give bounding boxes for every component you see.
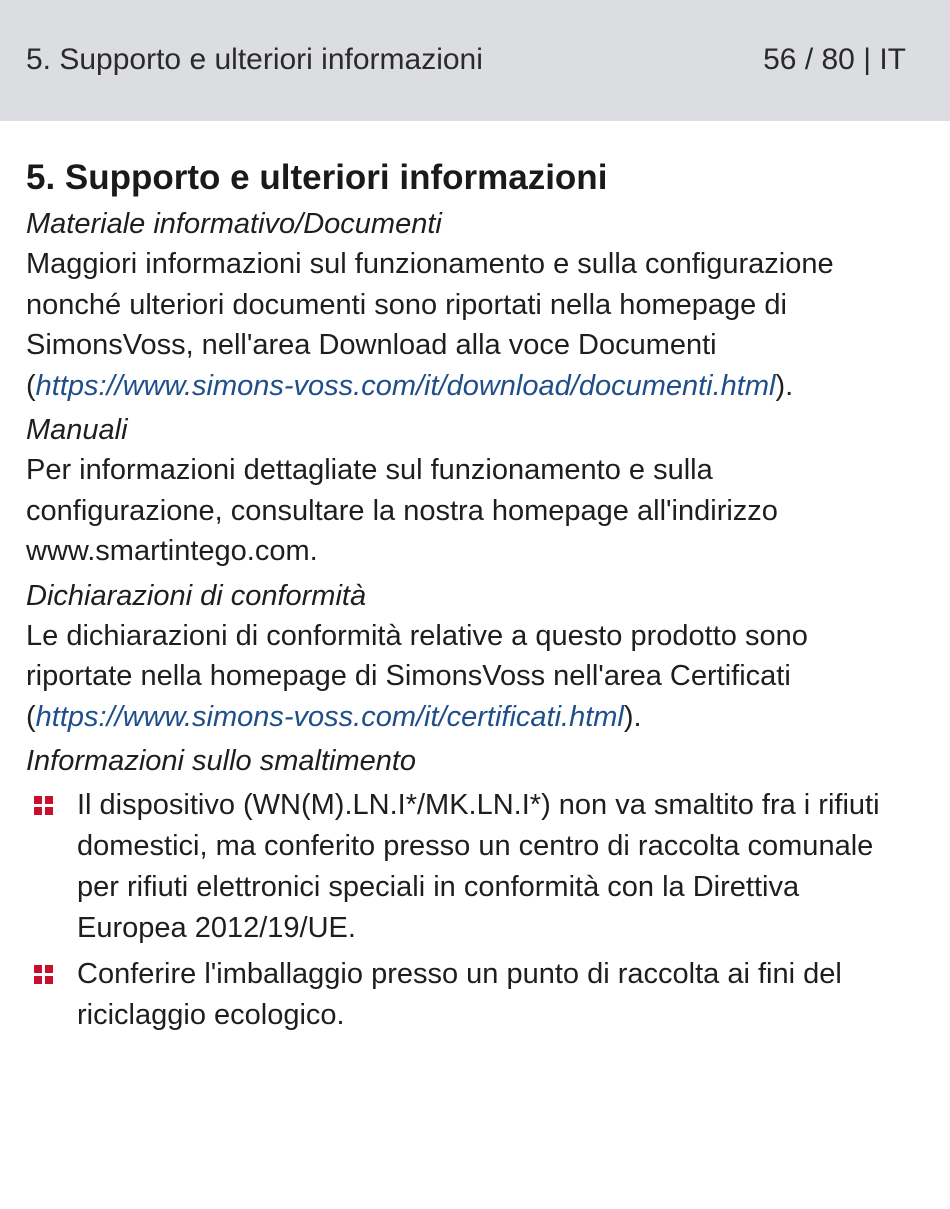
header-section-title: 5. Supporto e ulteriori informazioni xyxy=(26,43,483,76)
manuals-paragraph: Per informazioni dettagliate sul funzionamento e sulla configurazione, consultare la nostra homepage all'indirizzo www.smartintego.com. xyxy=(26,454,778,567)
conformity-text-after: ). xyxy=(623,700,642,733)
conformity-paragraph xyxy=(26,616,916,738)
red-square-bullet-icon xyxy=(34,796,54,816)
list-item xyxy=(26,954,916,1036)
docs-subheading: Materiale informativo/Documenti xyxy=(26,208,442,240)
documents-link[interactable]: https://www.simons-voss.com/it/download/documenti.html xyxy=(35,369,776,402)
red-square-bullet-icon xyxy=(34,965,54,985)
disposal-subheading: Informazioni sullo smaltimento xyxy=(26,745,417,777)
document-content xyxy=(26,154,916,1041)
disposal-list xyxy=(26,785,916,1036)
docs-text-after: ). xyxy=(775,369,794,402)
conformity-subheading: Dichiarazioni di conformità xyxy=(26,579,367,612)
disposal-item-text: Conferire l'imballaggio presso un punto di raccolta ai fini del riciclaggio ecologico. xyxy=(77,958,842,1031)
disposal-item-text: Il dispositivo (WN(M).LN.I*/MK.LN.I*) non va smaltito fra i rifiuti domestici, ma conferito presso un centro di raccolta comunale per rifiuti elettronici speciali in conformità con la Direttiva Europea 2012/19/UE. xyxy=(77,789,880,944)
docs-text-before: Maggiori informazioni sul funzionamento e sulla configurazione nonché ulteriori documenti sono riportati nella homepage di SimonsVoss, nell'area Download alla voce Documenti ( xyxy=(26,248,834,402)
page-indicator: 56 / 80 | IT xyxy=(763,43,906,76)
page-header xyxy=(0,0,950,121)
docs-paragraph xyxy=(26,244,916,406)
section-heading: 5. Supporto e ulteriori informazioni xyxy=(26,158,608,197)
conformity-text-before: Le dichiarazioni di conformità relative a questo prodotto sono riportate nella homepage di SimonsVoss nell'area Certificati ( xyxy=(26,619,808,733)
certificates-link[interactable]: https://www.simons-voss.com/it/certificati.html xyxy=(35,700,624,733)
manuals-subheading: Manuali xyxy=(26,414,128,446)
list-item xyxy=(26,785,916,949)
